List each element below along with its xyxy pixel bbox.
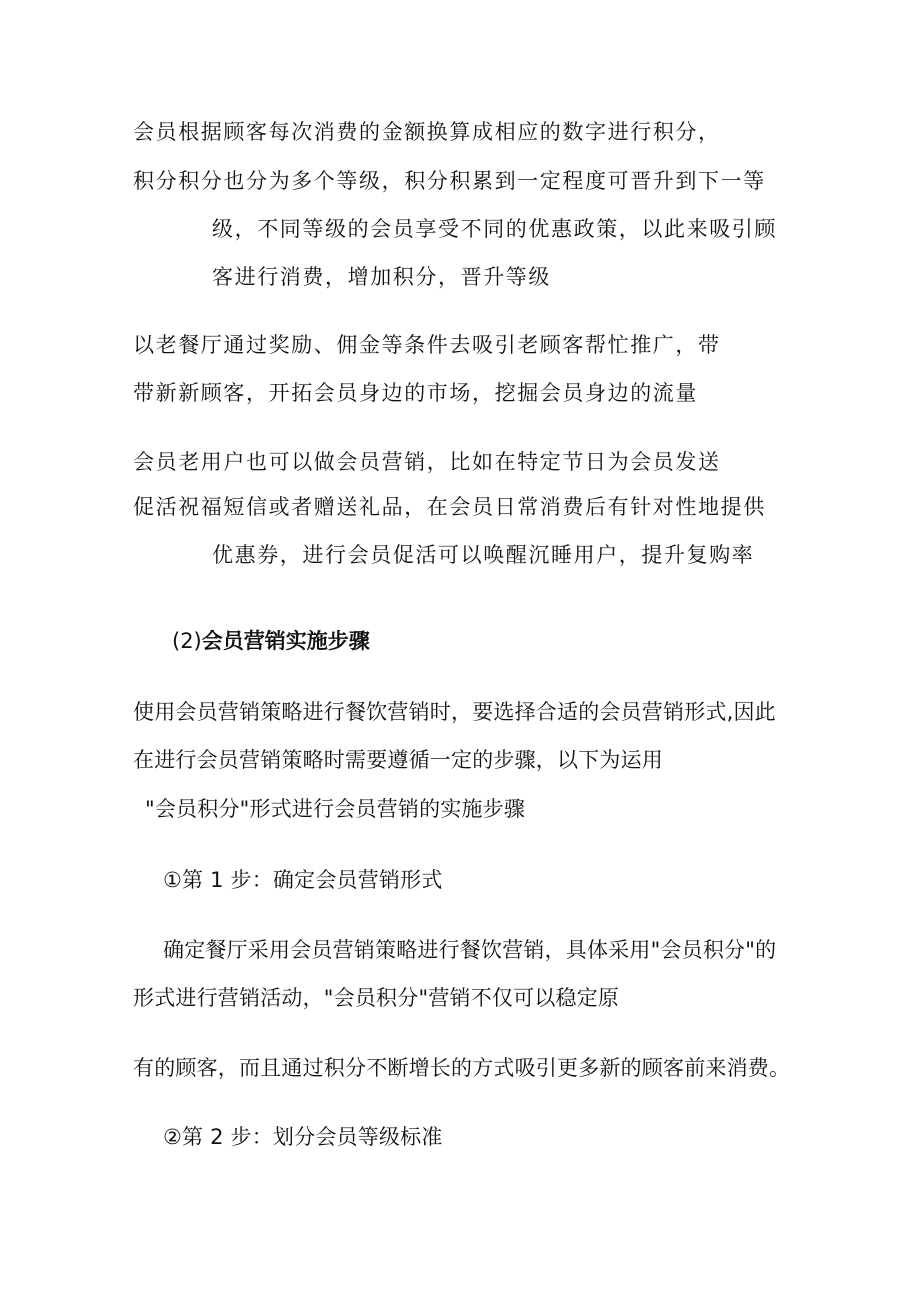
paragraph-2-line-2: 带新新顾客，开拓会员身边的市场，挖掘会员身边的流量 bbox=[133, 381, 698, 405]
intro-line-3: "会员积分"形式进行会员营销的实施步骤 bbox=[145, 797, 526, 821]
section-number: (2) bbox=[172, 629, 202, 653]
paragraph-2-line-1: 以老餐厅通过奖励、佣金等条件去吸引老顾客帮忙推广，带 bbox=[133, 333, 721, 357]
step-1-line-3: 有的顾客，而且通过积分不断增长的方式吸引更多新的顾客前来消费。 bbox=[133, 1056, 791, 1080]
paragraph-1-line-4: 客进行消费，增加积分，晋升等级 bbox=[212, 265, 551, 289]
paragraph-3-line-3: 优惠券，进行会员促活可以唤醒沉睡用户，提升复购率 bbox=[212, 543, 755, 567]
step-1-title: ①第 1 步：确定会员营销形式 bbox=[163, 868, 443, 892]
paragraph-1-line-3: 级，不同等级的会员享受不同的优惠政策，以此来吸引顾 bbox=[212, 217, 777, 241]
section-title: 会员营销实施步骤 bbox=[201, 629, 370, 653]
section-heading bbox=[172, 631, 370, 652]
intro-line-2: 在进行会员营销策略时需要遵循一定的步骤，以下为运用 bbox=[133, 748, 663, 772]
paragraph-3-line-1: 会员老用户也可以做会员营销，比如在特定节日为会员发送 bbox=[133, 450, 721, 474]
paragraph-1-line-1: 会员根据顾客每次消费的金额换算成相应的数字进行积分， bbox=[133, 120, 721, 144]
paragraph-1-line-2: 积分积分也分为多个等级，积分积累到一定程度可晋升到下一等 bbox=[133, 169, 766, 193]
intro-line-1: 使用会员营销策略进行餐饮营销时，要选择合适的会员营销形式,因此 bbox=[133, 700, 776, 724]
step-1-line-1: 确定餐厅采用会员营销策略进行餐饮营销，具体采用"会员积分"的 bbox=[163, 938, 777, 962]
paragraph-3-line-2: 促活祝福短信或者赠送礼品，在会员日常消费后有针对性地提供 bbox=[133, 495, 766, 519]
step-1-line-2: 形式进行营销活动，"会员积分"营销不仅可以稳定原 bbox=[133, 986, 620, 1010]
step-2-title: ②第 2 步：划分会员等级标准 bbox=[163, 1125, 443, 1149]
